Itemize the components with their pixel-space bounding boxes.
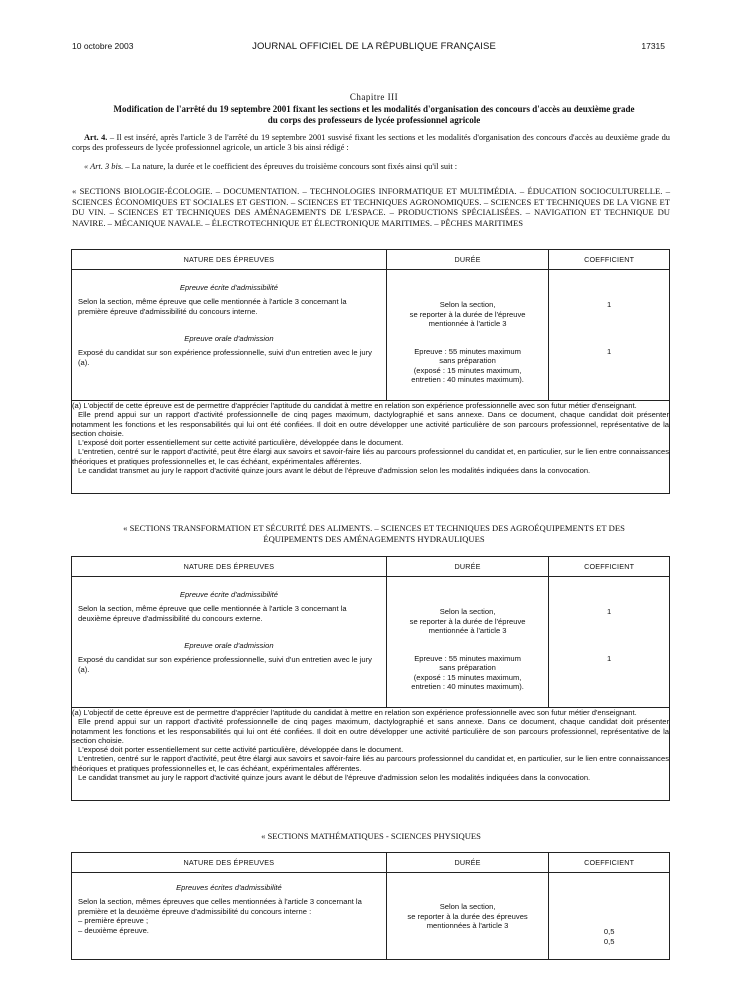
- note-paragraph: Le candidat transmet au jury le rapport d'activité quinze jours avant le début de l'épreuve d'admission selon les modalités indiquées dans la convocation.: [78, 773, 591, 783]
- coefficient-cell: [549, 873, 670, 960]
- notes-cell: [72, 708, 670, 801]
- article-text: – Il est inséré, après l'article 3 de l'arrêté du 19 septembre 2001 susvisé fixant les sections et les modalités d'organisation des concours d'accès au deuxième grade du corps des professeurs de lycée professionnel agricole, un article 3 bis ainsi rédigé :: [72, 133, 670, 152]
- oral-label: Epreuve orale d'admission: [184, 334, 274, 343]
- note-paragraph: (a) L'objectif de cette épreuve est de permettre d'apprécier l'aptitude du candidat à mettre en relation son expérience professionnelle avec son futur métier d'enseignant.: [72, 708, 637, 717]
- table-header-row: [72, 557, 670, 577]
- article-label: Art. 4.: [84, 133, 108, 142]
- written-item-2: – deuxième épreuve.: [78, 925, 149, 935]
- note-paragraph: L'exposé doit porter essentiellement sur cette activité particulière, développée dans le document.: [78, 745, 404, 755]
- coefficient-cell: [549, 270, 670, 401]
- oral-label: Epreuve orale d'admission: [184, 641, 274, 650]
- header-date: 10 octobre 2003: [72, 41, 134, 51]
- header-coefficient: COEFFICIENT: [549, 853, 670, 873]
- nature-cell: [72, 577, 387, 708]
- section-title-2: « SECTIONS TRANSFORMATION ET SÉCURITÉ DES ALIMENTS. – SCIENCES ET TECHNIQUES DES AGROÉQUIPEMENTS ET DES ÉQUIPEMENTS DES AMÉNAGEMENTS HYDRAULIQUES: [123, 523, 625, 544]
- article-quote-text: – La nature, la durée et le coefficient des épreuves du troisième concours sont fixés ainsi qu'il suit :: [123, 162, 458, 171]
- header-nature: NATURE DES ÉPREUVES: [72, 853, 387, 873]
- written-label: Epreuve écrite d'admissibilité: [179, 590, 278, 599]
- main-title: Modification de l'arrêté du 19 septembre 2001 fixant les sections et les modalités d'organisation des concours d'accès au deuxième grade du corps des professeurs de lycée professionnel agricole: [113, 104, 635, 125]
- article-paragraph: [72, 133, 670, 153]
- written-coefficient: 1: [607, 300, 612, 309]
- oral-duration: Epreuve : 55 minutes maximum sans préparation (exposé : 15 minutes maximum, entretien : 40 minutes maximum).: [411, 653, 524, 691]
- duree-cell: [386, 270, 548, 401]
- table-row: [72, 577, 670, 708]
- section-title-3: « SECTIONS MATHÉMATIQUES - SCIENCES PHYSIQUES: [261, 831, 481, 841]
- header-title: JOURNAL OFFICIEL DE LA RÉPUBLIQUE FRANÇAISE: [252, 41, 496, 52]
- written-label: Epreuve écrite d'admissibilité: [179, 283, 278, 292]
- written-coefficient-2: 0,5: [603, 936, 615, 946]
- written-coefficient-1: 0,5: [603, 927, 615, 936]
- oral-description: Exposé du candidat sur son expérience professionnelle, suivi d'un entretien avec le jury (a).: [78, 655, 372, 674]
- note-paragraph: L'entretien, centré sur le rapport d'activité, peut être élargi aux savoirs et savoir-faire liés au parcours professionnel du candidat et, en particulier, sur le lien entre connaissances théoriques et pratiques professionnelles et, le cas échéant, expérimentales afférentes.: [72, 754, 669, 773]
- header-duree: DURÉE: [386, 853, 548, 873]
- oral-coefficient: 1: [607, 653, 612, 663]
- coefficient-cell: [549, 577, 670, 708]
- header-coefficient: COEFFICIENT: [549, 557, 670, 577]
- notes-row: [72, 708, 670, 801]
- epreuves-table-3: [71, 852, 670, 960]
- header-coefficient: COEFFICIENT: [549, 250, 670, 270]
- written-description: Selon la section, même épreuve que celle mentionnée à l'article 3 concernant la première épreuve d'admissibilité du concours interne.: [78, 297, 347, 316]
- notes-row: [72, 401, 670, 494]
- written-duration: Selon la section, se reporter à la durée de l'épreuve mentionnée à l'article 3: [409, 607, 526, 635]
- header-nature: NATURE DES ÉPREUVES: [72, 557, 387, 577]
- note-paragraph: L'exposé doit porter essentiellement sur cette activité particulière, développée dans le document.: [78, 438, 404, 448]
- note-paragraph: Le candidat transmet au jury le rapport d'activité quinze jours avant le début de l'épreuve d'admission selon les modalités indiquées dans la convocation.: [78, 466, 591, 476]
- epreuves-table-2: [71, 556, 670, 801]
- table-row: [72, 873, 670, 960]
- header-duree: DURÉE: [386, 250, 548, 270]
- oral-description: Exposé du candidat sur son expérience professionnelle, suivi d'un entretien avec le jury (a).: [78, 348, 372, 367]
- article-quote: [72, 162, 670, 172]
- section-title-1: « SECTIONS BIOLOGIE-ÉCOLOGIE. – DOCUMENTATION. – TECHNOLOGIES INFORMATIQUE ET MULTIMÉDIA. – ÉDUCATION SOCIOCULTURELLE. – SCIENCES ÉCONOMIQUES ET SOCIALES ET GESTION. – SCIENCES ET TECHNIQUES AGRONOMIQUES. – SCIENCES ET TECHNIQUES DE LA VIGNE ET DU VIN. – SCIENCES ET TECHNIQUES DES AMÉNAGEMENTS DE L'ESPACE. – PRODUCTIONS SPÉCIALISÉES. – NAVIGATION ET TECHNIQUE DU NAVIRE. – MÉCANIQUE NAVALE. – ÉLECTROTECHNIQUE ET ÉLECTRONIQUE MARITIMES. – PÊCHES MARITIMES: [72, 186, 670, 228]
- written-duration: Selon la section, se reporter à la durée de l'épreuve mentionnée à l'article 3: [409, 300, 526, 328]
- note-paragraph: (a) L'objectif de cette épreuve est de permettre d'apprécier l'aptitude du candidat à mettre en relation son expérience professionnelle avec son futur métier d'enseignant.: [72, 401, 637, 410]
- note-paragraph: Elle prend appui sur un rapport d'activité professionnelle de cinq pages maximum, dactylographié et sans annexe. Dans ce document, chaque candidat doit présenter notamment les fonctions et les responsabilités qui lui ont été confiées. Il doit en outre développer une activité particulière de son parcours professionnel, représentative de la section choisie.: [72, 410, 669, 438]
- header-nature: NATURE DES ÉPREUVES: [72, 250, 387, 270]
- written-label: Epreuves écrites d'admissibilité: [176, 883, 282, 892]
- duree-cell: [386, 873, 548, 960]
- duree-cell: [386, 577, 548, 708]
- written-coefficient: 1: [607, 607, 612, 616]
- table-row: [72, 270, 670, 401]
- article-quote-label: « Art. 3 bis.: [84, 162, 124, 171]
- oral-duration: Epreuve : 55 minutes maximum sans préparation (exposé : 15 minutes maximum, entretien : 40 minutes maximum).: [411, 346, 524, 384]
- written-duration: Selon la section, se reporter à la durée des épreuves mentionnées à l'article 3: [407, 902, 528, 930]
- notes-cell: [72, 401, 670, 494]
- table-header-row: [72, 853, 670, 873]
- note-paragraph: L'entretien, centré sur le rapport d'activité, peut être élargi aux savoirs et savoir-faire liés au parcours professionnel du candidat et, en particulier, sur le lien entre connaissances théoriques et pratiques professionnelles et, le cas échéant, expérimentales afférentes.: [72, 447, 669, 466]
- nature-cell: [72, 270, 387, 401]
- table-header-row: [72, 250, 670, 270]
- oral-coefficient: 1: [607, 346, 612, 356]
- written-item-1: – première épreuve ;: [78, 916, 149, 925]
- epreuves-table-1: [71, 249, 670, 494]
- nature-cell: [72, 873, 387, 960]
- note-paragraph: Elle prend appui sur un rapport d'activité professionnelle de cinq pages maximum, dactylographié et sans annexe. Dans ce document, chaque candidat doit présenter notamment les fonctions et les responsabilités qui lui ont été confiées. Il doit en outre développer une activité particulière de son parcours professionnel, représentative de la section choisie.: [72, 717, 669, 745]
- written-description: Selon la section, même épreuve que celle mentionnée à l'article 3 concernant la deuxième épreuve d'admissibilité du concours externe.: [78, 604, 347, 623]
- chapter-heading: Chapitre III: [349, 92, 399, 102]
- written-description: Selon la section, mêmes épreuves que celles mentionnées à l'article 3 concernant la première et la deuxième épreuve d'admissibilité du concours interne :: [78, 897, 362, 916]
- header-page-number: 17315: [641, 41, 665, 51]
- header-duree: DURÉE: [386, 557, 548, 577]
